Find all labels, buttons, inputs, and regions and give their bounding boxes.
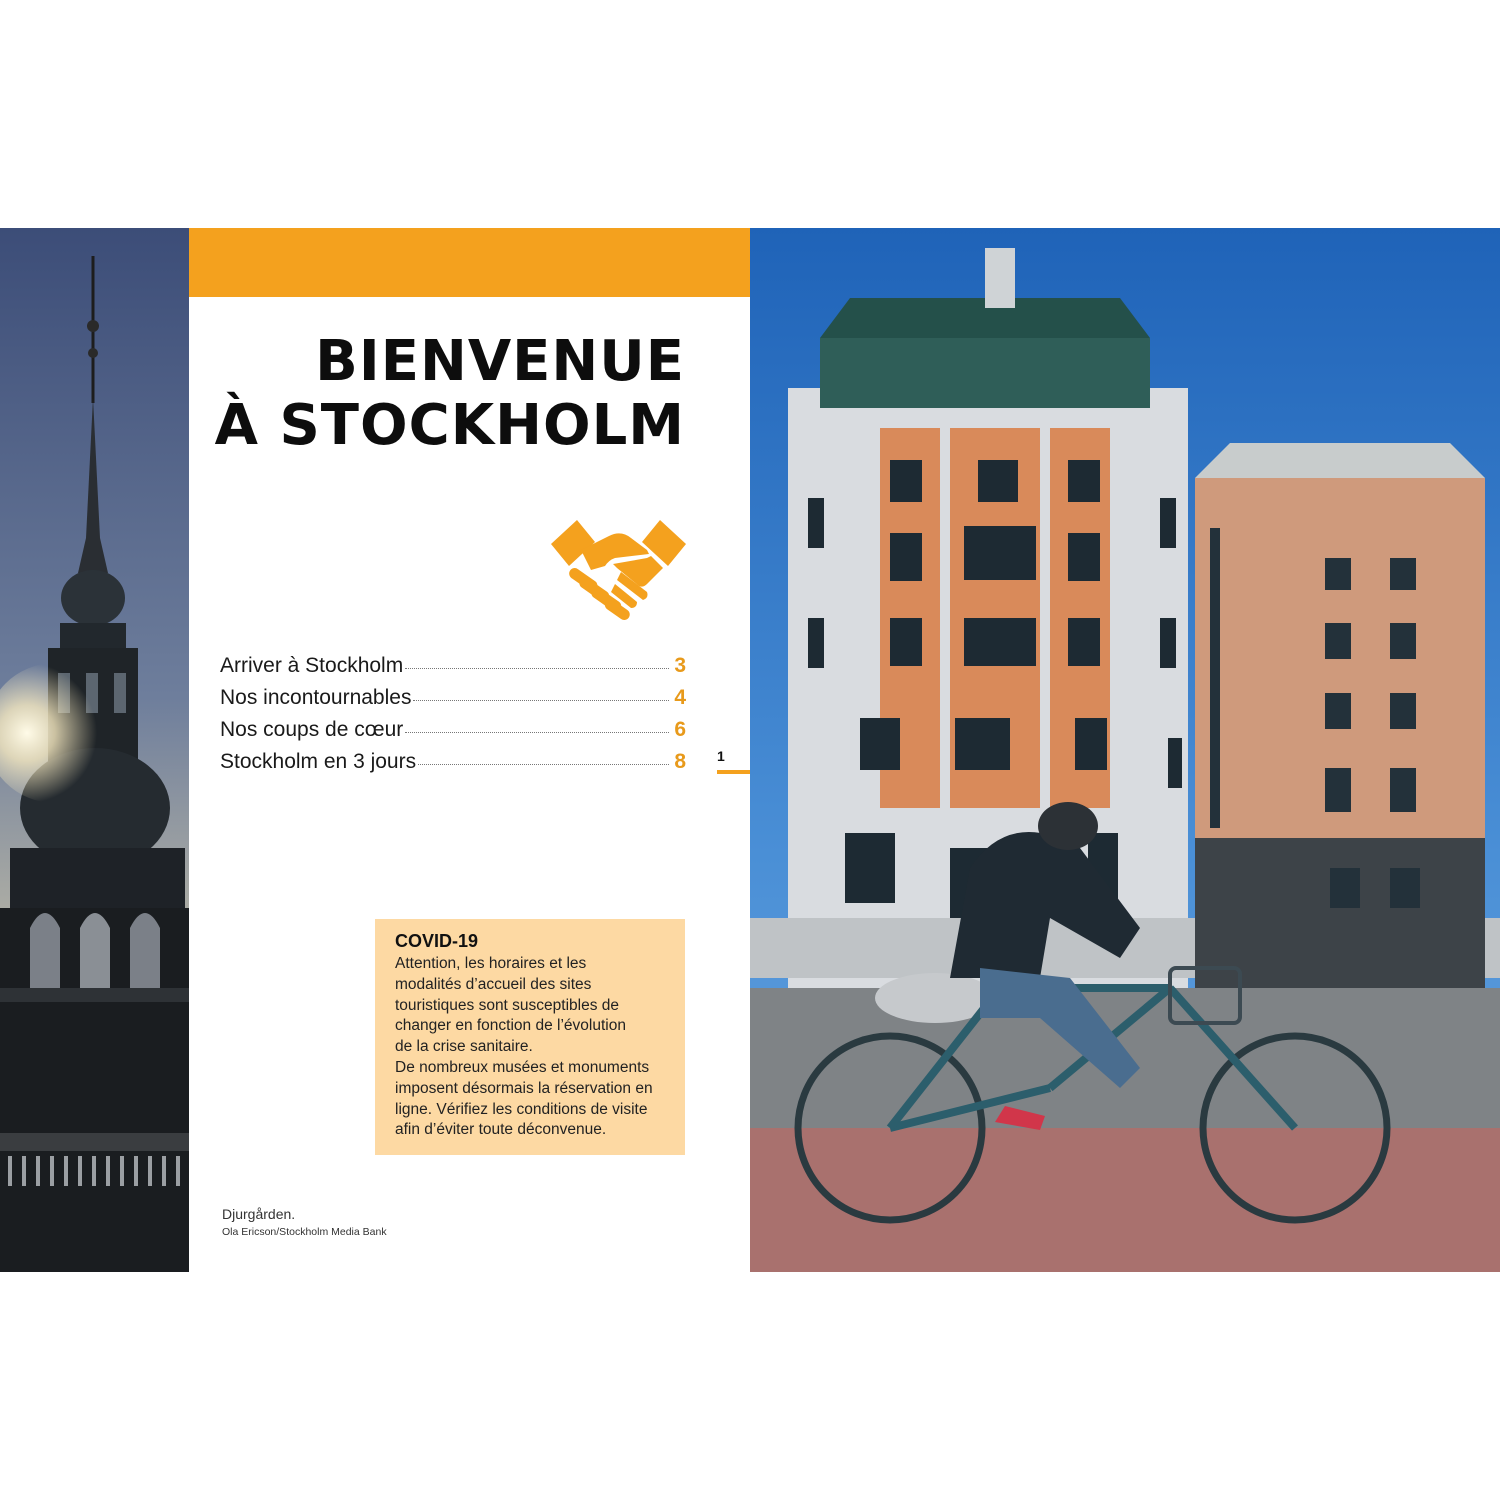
toc-entry-page: 6 [674,718,686,741]
toc-entry[interactable] [220,718,686,750]
church-spire-photo [0,228,189,1272]
page-number: 1 [717,748,725,764]
caption-place: Djurgården. [222,1206,296,1222]
handshake-icon [551,520,686,625]
toc-entry-label: Arriver à Stockholm [220,654,404,677]
covid-notice-box [375,919,685,1155]
toc-entry-page: 4 [674,686,686,709]
text-page [189,228,750,1272]
covid-notice-title: COVID-19 [395,931,479,951]
book-spread [0,228,1500,1272]
page-title [215,330,685,458]
toc-entry-label: Nos incontournables [220,686,412,709]
toc-leader-dots [418,764,669,765]
toc-entry[interactable] [220,654,686,686]
accent-band [189,228,750,297]
toc-leader-dots [405,732,669,733]
toc-entry-label: Nos coups de cœur [220,718,404,741]
toc-leader-dots [405,668,669,669]
toc-entry-page: 8 [674,750,686,773]
cyclist-street-photo [750,228,1500,1272]
title-line-2: À STOCKHOLM [214,393,685,458]
covid-notice-text: Attention, les horaires et les modalités d’accueil des sites touristiques sont susceptibles de changer en fonction de l’évolution de la crise sanitaire. De nombreux musées et monuments imposent désormais la réservation en ligne. Vérifiez les conditions de visite afin d’éviter toute déconvenue. [395,955,653,1139]
toc-entry-page: 3 [674,654,686,677]
page-marker-line [717,770,750,774]
caption-credit: Ola Ericson/Stockholm Media Bank [222,1226,387,1238]
toc-entry[interactable] [220,686,686,718]
table-of-contents [220,654,686,782]
toc-leader-dots [413,700,669,701]
photo-caption [222,1206,387,1238]
title-line-1: BIENVENUE [315,329,685,394]
toc-entry-label: Stockholm en 3 jours [220,750,417,773]
toc-entry[interactable] [220,750,686,782]
